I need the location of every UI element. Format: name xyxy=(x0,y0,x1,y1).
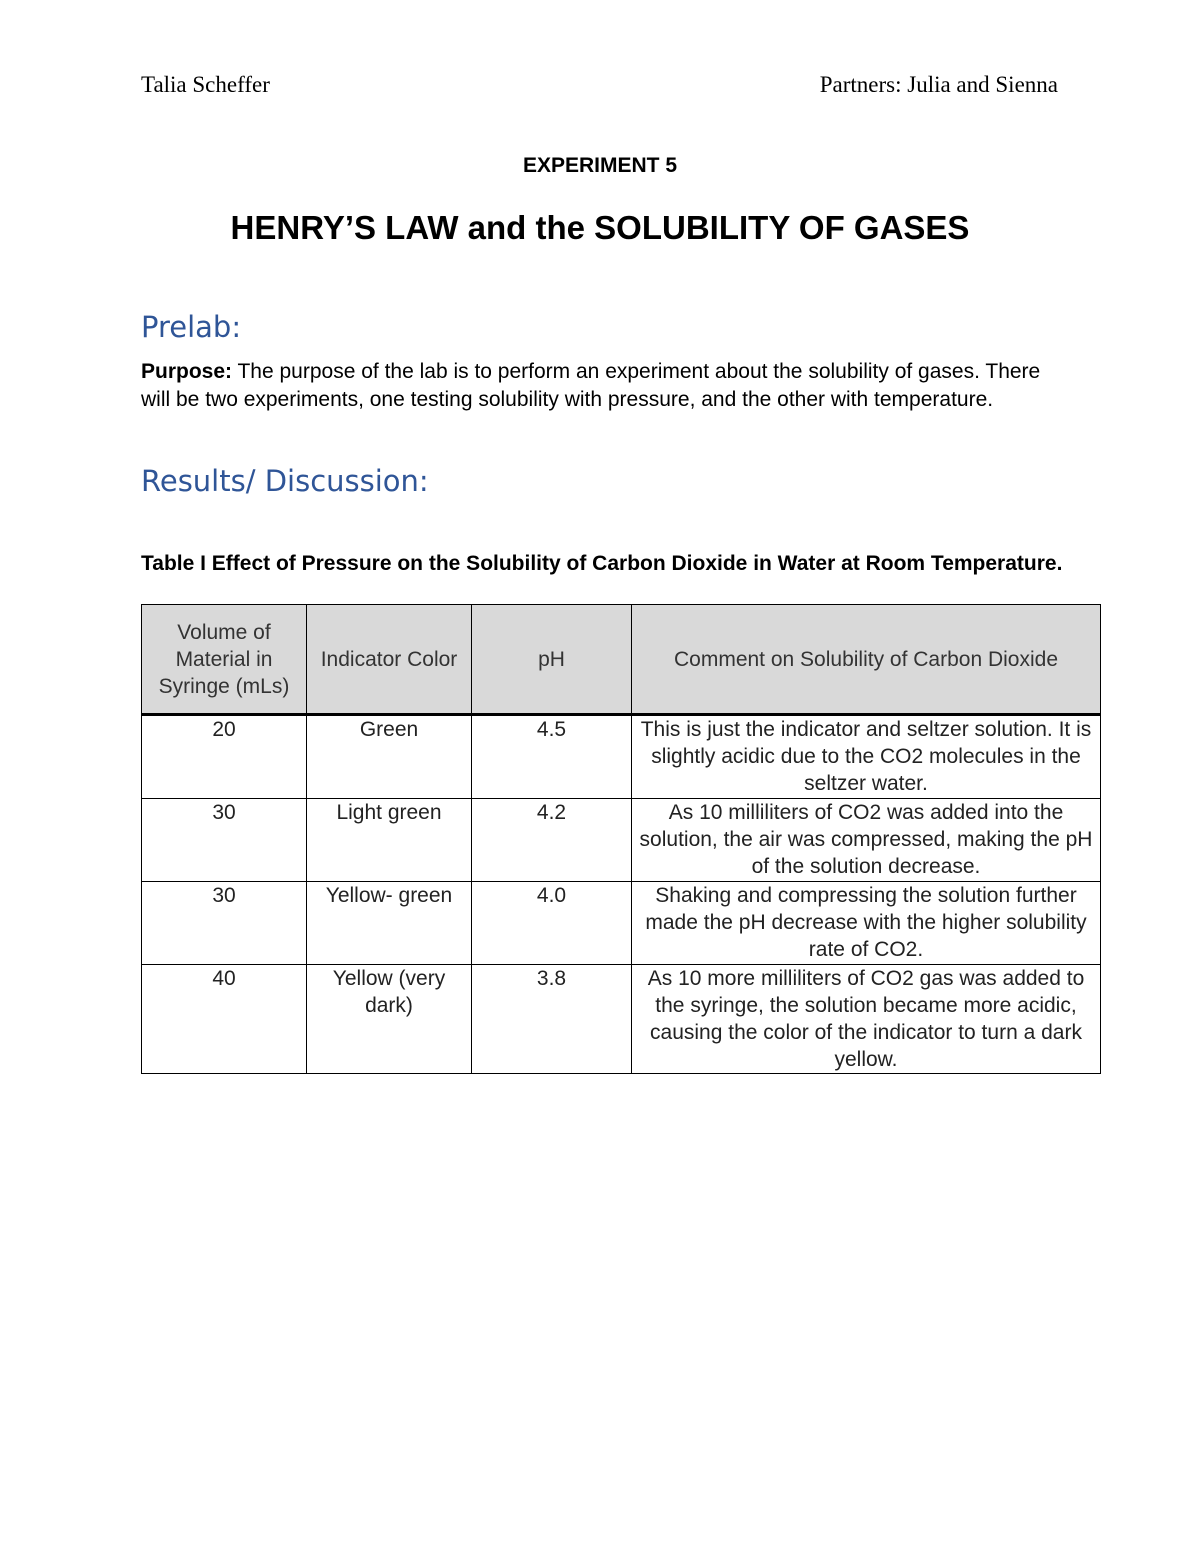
cell-color: Light green xyxy=(307,799,472,882)
purpose-paragraph xyxy=(141,358,1071,414)
prelab-heading: Prelab: xyxy=(141,310,242,344)
cell-comment: As 10 milliliters of CO2 was added into the solution, the air was compressed, making the pH of the solution decrease. xyxy=(632,799,1101,882)
partners-names: Partners: Julia and Sienna xyxy=(819,72,1058,97)
table-row xyxy=(142,715,1101,799)
cell-ph: 4.5 xyxy=(472,715,632,799)
header-comment: Comment on Solubility of Carbon Dioxide xyxy=(632,605,1101,715)
cell-comment: This is just the indicator and seltzer solution. It is slightly acidic due to the CO2 molecules in the seltzer water. xyxy=(632,715,1101,799)
table-row xyxy=(142,799,1101,882)
cell-volume: 40 xyxy=(142,965,307,1074)
cell-ph: 4.0 xyxy=(472,882,632,965)
results-heading: Results/ Discussion: xyxy=(141,464,429,498)
document-title: HENRY’S LAW and the SOLUBILITY OF GASES xyxy=(230,209,970,246)
table-row xyxy=(142,965,1101,1074)
table-caption: Table I Effect of Pressure on the Solubility of Carbon Dioxide in Water at Room Temperature. xyxy=(141,552,1063,575)
purpose-text: The purpose of the lab is to perform an experiment about the solubility of gases. There will be two experiments, one testing solubility with pressure, and the other with temperature. xyxy=(141,360,1041,411)
cell-volume: 30 xyxy=(142,799,307,882)
cell-volume: 20 xyxy=(142,715,307,799)
cell-ph: 4.2 xyxy=(472,799,632,882)
header-ph: pH xyxy=(472,605,632,715)
table-row xyxy=(142,882,1101,965)
header-volume: Volume of Material in Syringe (mLs) xyxy=(142,605,307,715)
cell-ph: 3.8 xyxy=(472,965,632,1074)
pressure-solubility-table xyxy=(141,604,1101,1074)
cell-volume: 30 xyxy=(142,882,307,965)
purpose-label: Purpose: xyxy=(141,360,233,383)
cell-color: Yellow- green xyxy=(307,882,472,965)
experiment-label: EXPERIMENT 5 xyxy=(522,154,678,177)
cell-comment: Shaking and compressing the solution further made the pH decrease with the higher solubility rate of CO2. xyxy=(632,882,1101,965)
cell-color: Yellow (very dark) xyxy=(307,965,472,1074)
cell-color: Green xyxy=(307,715,472,799)
author-name: Talia Scheffer xyxy=(141,72,270,97)
cell-comment: As 10 more milliliters of CO2 gas was added to the syringe, the solution became more acidic, causing the color of the indicator to turn a dark yellow. xyxy=(632,965,1101,1074)
header-indicator-color: Indicator Color xyxy=(307,605,472,715)
table-header-row xyxy=(142,605,1101,715)
